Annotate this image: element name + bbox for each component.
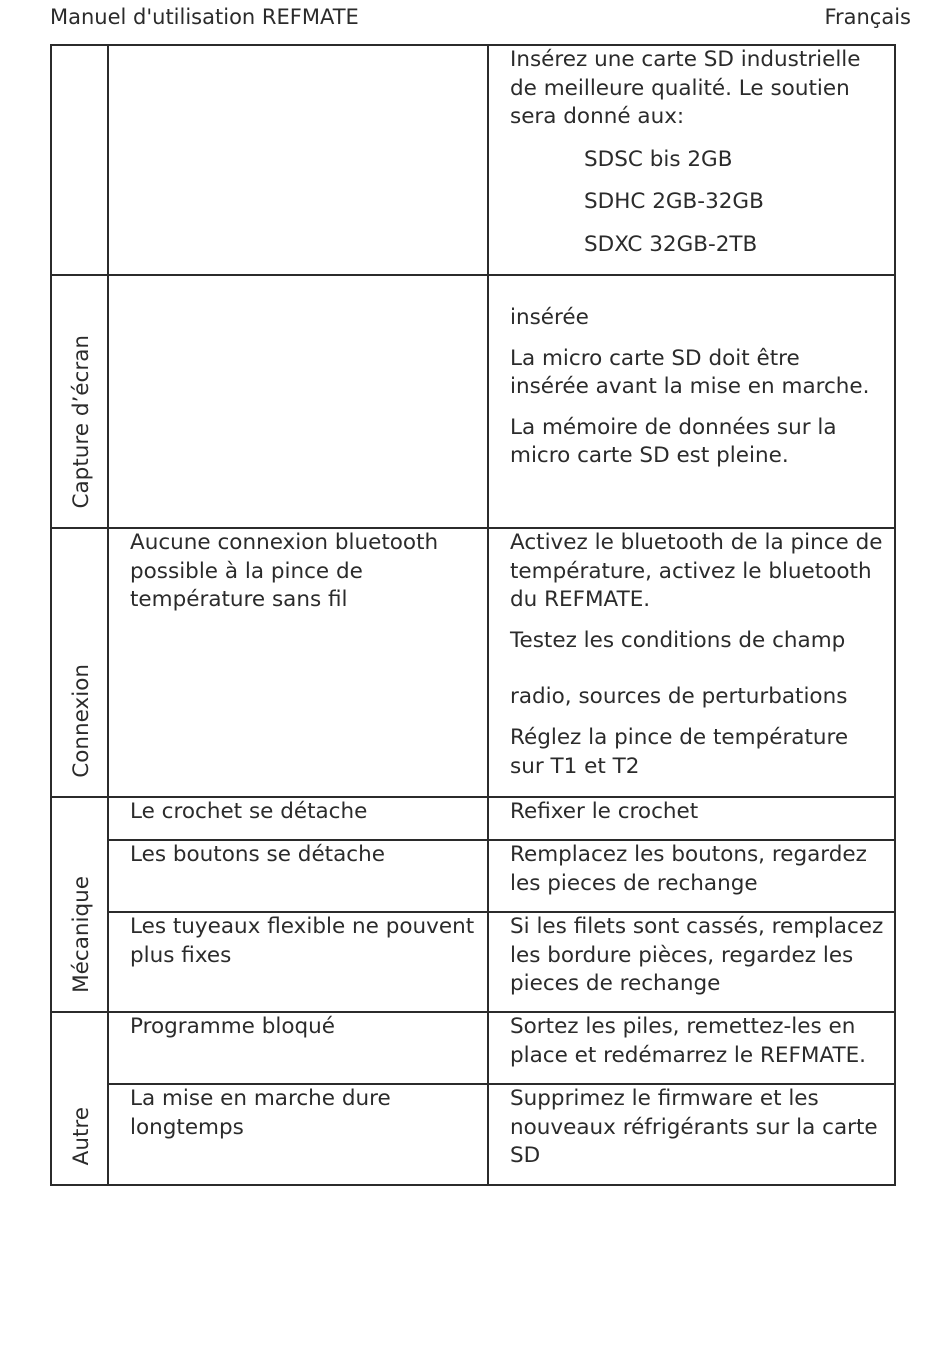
category-label: Autre (69, 1107, 94, 1166)
problem-text: Programme bloqué (130, 1014, 335, 1039)
table-row-connexion (51, 528, 895, 797)
manual-title: Manuel d'utilisation REFMATE (50, 5, 359, 29)
solution-text: La micro carte SD doit être insérée avant la mise en marche. (510, 345, 870, 400)
problem-cell (108, 1084, 488, 1185)
problem-cell (108, 912, 488, 1012)
solution-text: Insérez une carte SD industrielle de meilleure qualité. Le soutien sera donné aux: (510, 47, 861, 130)
category-cell (51, 797, 108, 1012)
category-cell (51, 528, 108, 797)
solution-text: insérée (510, 305, 589, 330)
problem-text: Les boutons se détache (130, 842, 385, 867)
solution-text: Refixer le crochet (510, 799, 699, 824)
problem-text: La mise en marche dure longtemps (130, 1086, 391, 1140)
problem-cell (108, 797, 488, 840)
table-row-sd-card (51, 45, 895, 275)
category-label: Connexion (69, 663, 94, 778)
solution-cell (488, 275, 895, 528)
problem-text: Aucune connexion bluetooth possible à la pince de température sans fil (130, 530, 439, 613)
problem-text: Le crochet se détache (130, 799, 368, 824)
category-cell (51, 275, 108, 528)
table-row-mecanique (51, 840, 895, 912)
solution-cell (488, 1012, 895, 1084)
solution-text: Sortez les piles, remettez-les en place et redémarrez le REFMATE. (510, 1014, 866, 1068)
solution-cell (488, 840, 895, 912)
table-row-capture (51, 275, 895, 528)
problem-text: Les tuyeaux flexible ne pouvent plus fixes (130, 914, 475, 968)
language-label: Français (824, 5, 911, 29)
solution-text: Testez les conditions de champ (510, 627, 846, 653)
table-row-autre (51, 1012, 895, 1084)
solution-cell (488, 528, 895, 797)
solution-cell (488, 1084, 895, 1185)
problem-cell (108, 1012, 488, 1084)
category-label: Capture d’écran (69, 334, 94, 509)
problem-cell (108, 45, 488, 275)
sd-type-item: SDSC bis 2GB (584, 146, 733, 172)
problem-cell (108, 275, 488, 528)
solution-text: Activez le bluetooth de la pince de température, activez le bluetooth du REFMATE. (510, 530, 883, 613)
solution-cell (488, 797, 895, 840)
problem-cell (108, 528, 488, 797)
category-cell (51, 1012, 108, 1185)
solution-text: Supprimez le firmware et les nouveaux réfrigérants sur la carte SD (510, 1086, 878, 1169)
solution-text: Réglez la pince de température sur T1 et T2 (510, 724, 849, 779)
troubleshooting-table (50, 44, 896, 1186)
solution-text: Si les filets sont cassés, remplacez les bordure pièces, regardez les pieces de rechange (510, 914, 884, 997)
solution-cell (488, 912, 895, 1012)
sd-type-item: SDXC 32GB-2TB (584, 231, 758, 257)
solution-text: radio, sources de perturbations (510, 684, 848, 710)
table-row-mecanique (51, 912, 895, 1012)
table-row-mecanique (51, 797, 895, 840)
category-cell (51, 45, 108, 275)
category-label: Mécanique (69, 875, 94, 993)
problem-cell (108, 840, 488, 912)
table-row-autre (51, 1084, 895, 1185)
solution-cell (488, 45, 895, 275)
solution-text: La mémoire de données sur la micro carte SD est pleine. (510, 414, 837, 469)
sd-type-item: SDHC 2GB-32GB (584, 189, 764, 215)
solution-text: Remplacez les boutons, regardez les pieces de rechange (510, 842, 867, 896)
